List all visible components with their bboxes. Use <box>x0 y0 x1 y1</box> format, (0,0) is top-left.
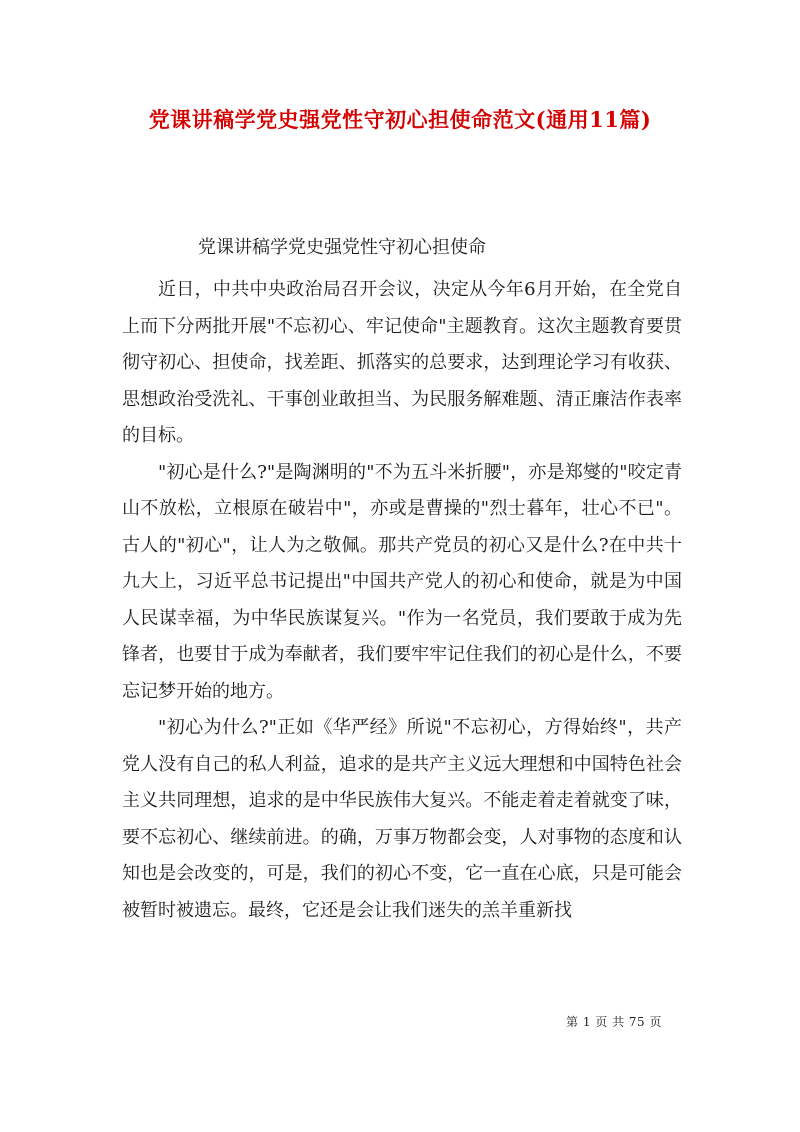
paragraph-2: "初心是什么?"是陶渊明的"不为五斗米折腰"，亦是郑燮的"咬定青山不放松，立根原在破岩中"，亦或是曹操的"烈士暮年，壮心不已"。古人的"初心"，让人为之敬佩。那共产党员的初心又是什么?在中共十九大上，习近平总书记提出"中国共产党人的初心和使命，就是为中国人民谋幸福，为中华民族谋复兴。"作为一名党员，我们要敢于成为先锋者，也要甘于成为奉献者，我们要牢牢记住我们的初心是什么，不要忘记梦开始的地方。 <box>122 461 682 702</box>
document-title: 党课讲稿学党史强党性守初心担使命范文(通用11篇) <box>148 107 652 132</box>
document-subtitle: 党课讲稿学党史强党性守初心担使命 <box>198 237 486 258</box>
page-footer <box>566 1013 662 1030</box>
paragraph-1: 近日，中共中央政治局召开会议，决定从今年6月开始，在全党自上而下分两批开展"不忘初心、牢记使命"主题教育。这次主题教育要贯彻守初心、担使命，找差距、抓落实的总要求，达到理论学习有收获、思想政治受洗礼、干事创业敢担当、为民服务解难题、清正廉洁作表率的目标。 <box>122 279 682 446</box>
document-body <box>122 230 682 929</box>
paragraph-3: "初心为什么?"正如《华严经》所说"不忘初心，方得始终"，共产党人没有自己的私人利益，追求的是共产主义远大理想和中国特色社会主义共同理想，追求的是中华民族伟大复兴。不能走着走着就变了味，要不忘初心、继续前进。的确，万事万物都会变，人对事物的态度和认知也是会改变的，可是，我们的初心不变，它一直在心底，只是可能会被暂时被遗忘。最终，它还是会让我们迷失的羔羊重新找 <box>122 717 682 921</box>
page-number-label: 第 1 页 共 75 页 <box>566 1015 662 1029</box>
